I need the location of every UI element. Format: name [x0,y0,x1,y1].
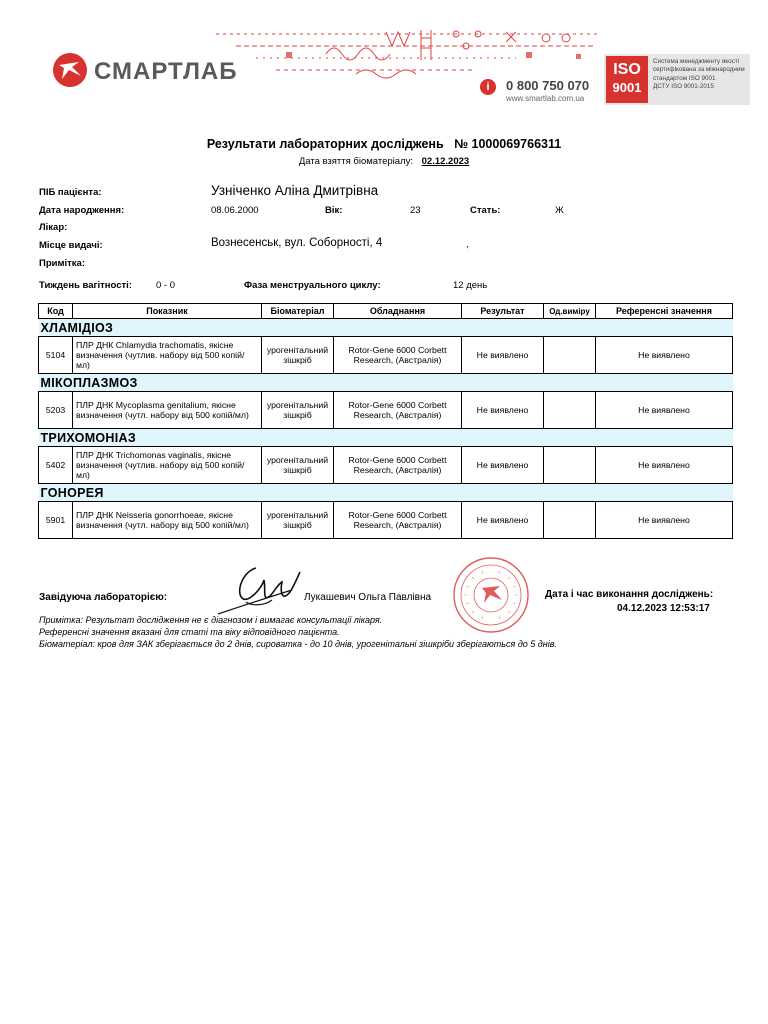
test-reference: Не виявлено [596,392,733,429]
test-material: урогенітальний зішкріб [262,447,334,484]
test-material: урогенітальний зішкріб [262,337,334,374]
brand-name: СМАРТЛАБ [94,58,238,85]
sample-date-line [0,156,768,167]
signature-image [212,562,304,620]
website: www.smartlab.com.ua [506,94,585,103]
place-value: Вознесенськ, вул. Соборності, 4 [211,237,383,249]
section-title: ГОНОРЕЯ [39,484,733,502]
completion-date-value: 04.12.2023 12:53:17 [617,603,710,614]
section-title: МІКОПЛАЗМОЗ [39,374,733,392]
decorative-pattern [216,24,600,86]
test-name: ПЛР ДНК Chlamydia trachomatis, якісне визначення (чутлив. набору від 500 копій/мл) [73,337,262,374]
lab-stamp-seal [452,556,530,634]
dob-label: Дата народження: [39,205,125,216]
header-result: Результат [462,304,544,319]
place-label: Місце видачі: [39,240,103,251]
table-row [39,392,733,429]
patient-name-label: ПІБ пацієнта: [39,187,102,198]
pregnancy-week-value: 0 - 0 [156,280,176,291]
header-test: Показник [73,304,262,319]
section-title: ХЛАМІДІОЗ [39,319,733,337]
test-unit [544,502,596,539]
test-code: 5203 [39,392,73,429]
table-row [39,337,733,374]
table-row [39,502,733,539]
sample-date-value: 02.12.2023 [421,156,470,167]
iso-badge-top: ISO [613,61,641,78]
document-number: № 1000069766311 [454,137,562,151]
test-code: 5104 [39,337,73,374]
doctor-label: Лікар: [39,222,68,233]
note-label: Примітка: [39,258,85,269]
test-code: 5901 [39,502,73,539]
footer-note-1: Примітка: Результат дослідження не є діагнозом і вимагає консультації лікаря. [39,615,383,625]
hotline-phone: 0 800 750 070 [506,78,590,93]
test-equipment: Rotor-Gene 6000 Corbett Research, (Австралія) [334,337,462,374]
place-suffix: , [466,239,469,250]
test-reference: Не виявлено [596,502,733,539]
test-name: ПЛР ДНК Neisseria gonorrhoeae, якісне визначення (чутл. набору від 500 копій/мл) [73,502,262,539]
document-title [0,137,768,151]
iso-text [653,58,749,92]
age-value: 23 [410,205,421,216]
test-result: Не виявлено [462,447,544,484]
test-result: Не виявлено [462,392,544,429]
footer-note-2: Референсні значення вказані для статі та віку відповідного пацієнта. [39,627,340,637]
footer-note-3: Біоматеріал: кров для ЗАК зберігається до 2 днів, сироватка - до 10 днів, урогенітальні зішкріби зберігаються до 5 днів. [39,639,557,649]
header-material: Біоматеріал [262,304,334,319]
pregnancy-week-label: Тиждень вагітності: [39,280,132,291]
header-code: Код [39,304,73,319]
table-row [39,447,733,484]
test-equipment: Rotor-Gene 6000 Corbett Research, (Австралія) [334,447,462,484]
header-reference: Референсні значення [596,304,733,319]
test-equipment: Rotor-Gene 6000 Corbett Research, (Австралія) [334,392,462,429]
test-result: Не виявлено [462,337,544,374]
test-reference: Не виявлено [596,337,733,374]
cycle-phase-value: 12 день [453,280,488,291]
test-material: урогенітальний зішкріб [262,392,334,429]
dob-value: 08.06.2000 [211,205,259,216]
iso-badge-bottom: 9001 [612,80,642,95]
test-material: урогенітальний зішкріб [262,502,334,539]
results-table [38,303,733,539]
test-unit [544,392,596,429]
test-equipment: Rotor-Gene 6000 Corbett Research, (Австралія) [334,502,462,539]
test-code: 5402 [39,447,73,484]
sex-value: Ж [555,205,564,216]
section-title: ТРИХОМОНІАЗ [39,429,733,447]
completion-date-label: Дата і час виконання досліджень: [545,589,714,600]
test-unit [544,447,596,484]
iso-description: Система менеджменту якості сертифікована за міжнародним стандартом ISO 9001 [653,58,745,82]
lab-head-label: Завідуюча лабораторією: [39,592,168,603]
iso-badge [606,56,648,103]
test-unit [544,337,596,374]
info-icon: i [480,79,496,95]
smartlab-logo-icon [52,52,88,88]
iso-dstu: ДСТУ ISO 9001-2015 [653,83,714,91]
test-name: ПЛР ДНК Trichomonas vaginalis, якісне визначення (чутлив. набору від 500 копій/мл) [73,447,262,484]
age-label: Вік: [325,205,343,216]
lab-head-name: Лукашевич Ольга Павлівна [304,592,432,603]
cycle-phase-label: Фаза менструального циклу: [244,280,381,291]
test-reference: Не виявлено [596,447,733,484]
sex-label: Стать: [470,205,501,216]
test-result: Не виявлено [462,502,544,539]
sample-date-label: Дата взяття біоматеріалу: [298,156,413,167]
title-text: Результати лабораторних досліджень [206,137,444,151]
header-unit: Од.виміру [544,304,596,319]
patient-name: Узніченко Аліна Дмитрівна [211,183,379,198]
header-equipment: Обладнання [334,304,462,319]
test-name: ПЛР ДНК Mycoplasma genitalium, якісне визначення (чутл. набору від 500 копій/мл) [73,392,262,429]
table-header-row [39,304,733,319]
